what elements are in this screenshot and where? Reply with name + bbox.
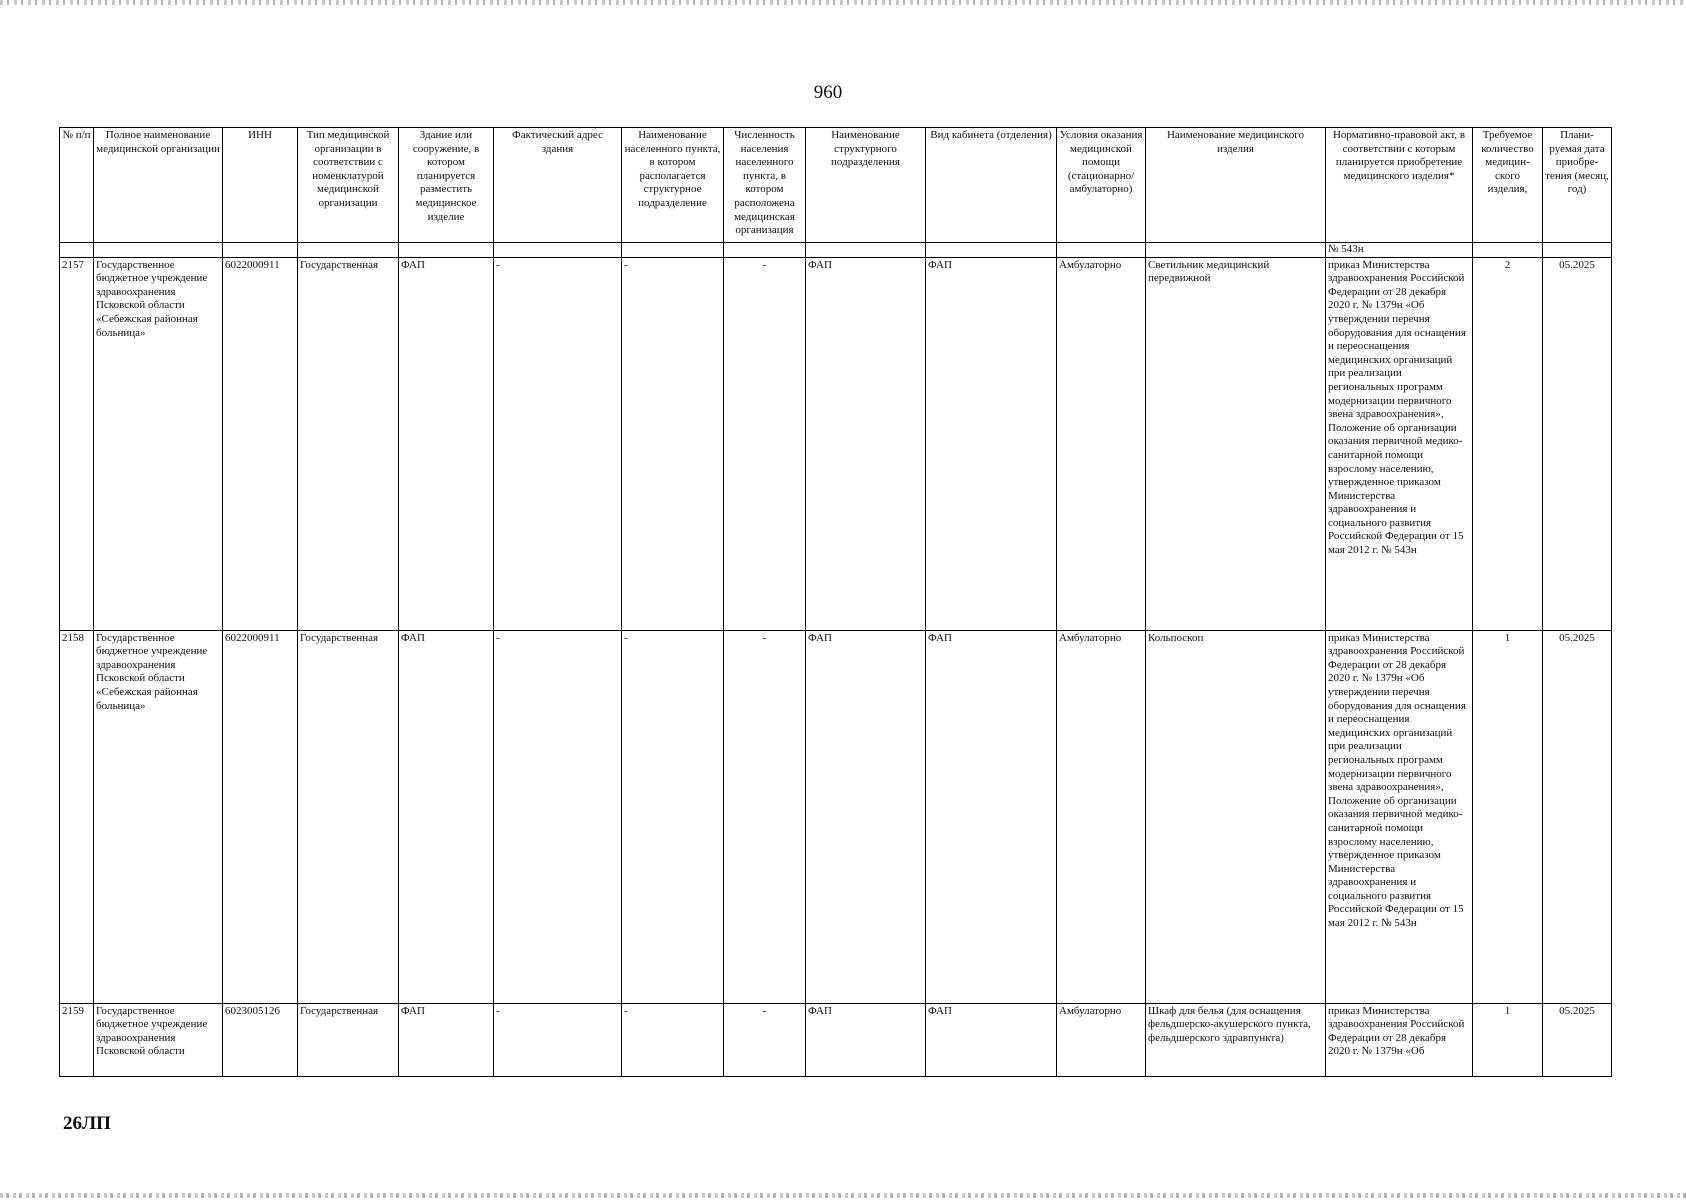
header-cell: Полное наименование медицинской организации (94, 128, 223, 243)
organization-type: Государственная (298, 1003, 399, 1076)
organization-name: Государственное бюджетное учреждение здравоохранения Псковской области «Себежская районная больница» (94, 630, 223, 1003)
header-cell: Наименование населенного пункта, в котором располагается структурное подразделение (622, 128, 724, 243)
table-row (60, 630, 1612, 1003)
locality: - (622, 630, 724, 1003)
locality: - (622, 1003, 724, 1076)
address: - (494, 1003, 622, 1076)
purchase-date: 05.2025 (1543, 257, 1612, 630)
table-row (60, 257, 1612, 630)
header-row (60, 128, 1612, 243)
continuation-cell: № 543н (1326, 243, 1473, 258)
organization-type: Государственная (298, 630, 399, 1003)
cabinet-type: ФАП (926, 1003, 1057, 1076)
building: ФАП (399, 630, 494, 1003)
purchase-date: 05.2025 (1543, 1003, 1612, 1076)
quantity: 2 (1473, 257, 1543, 630)
building: ФАП (399, 1003, 494, 1076)
header-cell: Нормативно-правовой акт, в соответствии с которым планируется приобретение медицинского изделия* (1326, 128, 1473, 243)
legal-act: приказ Министерства здравоохранения Российской Федерации от 28 декабря 2020 г. № 1379н «Об утверждении перечня оборудования для оснащения и переоснащения медицинских организаций при реализации региональных программ модернизации первичного звена здравоохранения», Положение об организации оказания первичной медико-санитарной помощи взрослому населению, утвержденное приказом Министерства здравоохранения и социального развития Российской Федерации от 15 мая 2012 г. № 543н (1326, 257, 1473, 630)
inn: 6023005126 (223, 1003, 298, 1076)
continuation-row (60, 243, 1612, 258)
care-conditions: Амбулаторно (1057, 257, 1146, 630)
header-cell: Наименование структурного подразделения (806, 128, 926, 243)
row-number: 2158 (60, 630, 94, 1003)
purchase-date: 05.2025 (1543, 630, 1612, 1003)
header-cell: Наименование медицинского изделия (1146, 128, 1326, 243)
address: - (494, 630, 622, 1003)
organization-name: Государственное бюджетное учреждение здравоохранения Псковской области «Себежская районная больница» (94, 257, 223, 630)
legal-act: приказ Министерства здравоохранения Российской Федерации от 28 декабря 2020 г. № 1379н «Об (1326, 1003, 1473, 1076)
population: - (724, 630, 806, 1003)
inn: 6022000911 (223, 257, 298, 630)
scan-edge-bottom (0, 1193, 1686, 1198)
row-number: 2157 (60, 257, 94, 630)
care-conditions: Амбулаторно (1057, 1003, 1146, 1076)
organization-name: Государственное бюджетное учреждение здравоохранения Псковской области (94, 1003, 223, 1076)
locality: - (622, 257, 724, 630)
population: - (724, 257, 806, 630)
table-row (60, 1003, 1612, 1076)
header-cell: Требуемое количество медицин-ского изделия, (1473, 128, 1543, 243)
population: - (724, 1003, 806, 1076)
device-name: Кольпоскоп (1146, 630, 1326, 1003)
header-cell: Вид кабинета (отделения) (926, 128, 1057, 243)
legal-act: приказ Министерства здравоохранения Российской Федерации от 28 декабря 2020 г. № 1379н «Об утверждении перечня оборудования для оснащения и переоснащения медицинских организаций при реализации региональных программ модернизации первичного звена здравоохранения», Положение об организации оказания первичной медико-санитарной помощи взрослому населению, утвержденное приказом Министерства здравоохранения и социального развития Российской Федерации от 15 мая 2012 г. № 543н (1326, 630, 1473, 1003)
scan-edge-top (0, 0, 1686, 5)
header-cell: Плани-руемая дата приобре-тения (месяц, год) (1543, 128, 1612, 243)
device-name: Шкаф для белья (для оснащения фельдшерско-акушерского пункта, фельдшерского здравпункта) (1146, 1003, 1326, 1076)
header-cell: Условия оказания медицинской помощи (стационарно/ амбулаторно) (1057, 128, 1146, 243)
device-name: Светильник медицинский передвижной (1146, 257, 1326, 630)
care-conditions: Амбулаторно (1057, 630, 1146, 1003)
header-cell: ИНН (223, 128, 298, 243)
header-cell: Численность населения населенного пункта, в котором расположена медицинская организация (724, 128, 806, 243)
medical-equipment-table (59, 127, 1612, 1077)
quantity: 1 (1473, 630, 1543, 1003)
address: - (494, 257, 622, 630)
header-cell: Здание или сооружение, в котором планируется разместить медицинское изделие (399, 128, 494, 243)
document-stamp-code: 26ЛП (63, 1113, 111, 1134)
header-cell: Фактический адрес здания (494, 128, 622, 243)
quantity: 1 (1473, 1003, 1543, 1076)
page-number: 960 (813, 82, 843, 103)
inn: 6022000911 (223, 630, 298, 1003)
structural-unit: ФАП (806, 630, 926, 1003)
building: ФАП (399, 257, 494, 630)
cabinet-type: ФАП (926, 257, 1057, 630)
structural-unit: ФАП (806, 257, 926, 630)
header-cell: № п/п (60, 128, 94, 243)
row-number: 2159 (60, 1003, 94, 1076)
cabinet-type: ФАП (926, 630, 1057, 1003)
organization-type: Государственная (298, 257, 399, 630)
header-cell: Тип медицинской организации в соответствии с номенклатурой медицинской организации (298, 128, 399, 243)
structural-unit: ФАП (806, 1003, 926, 1076)
